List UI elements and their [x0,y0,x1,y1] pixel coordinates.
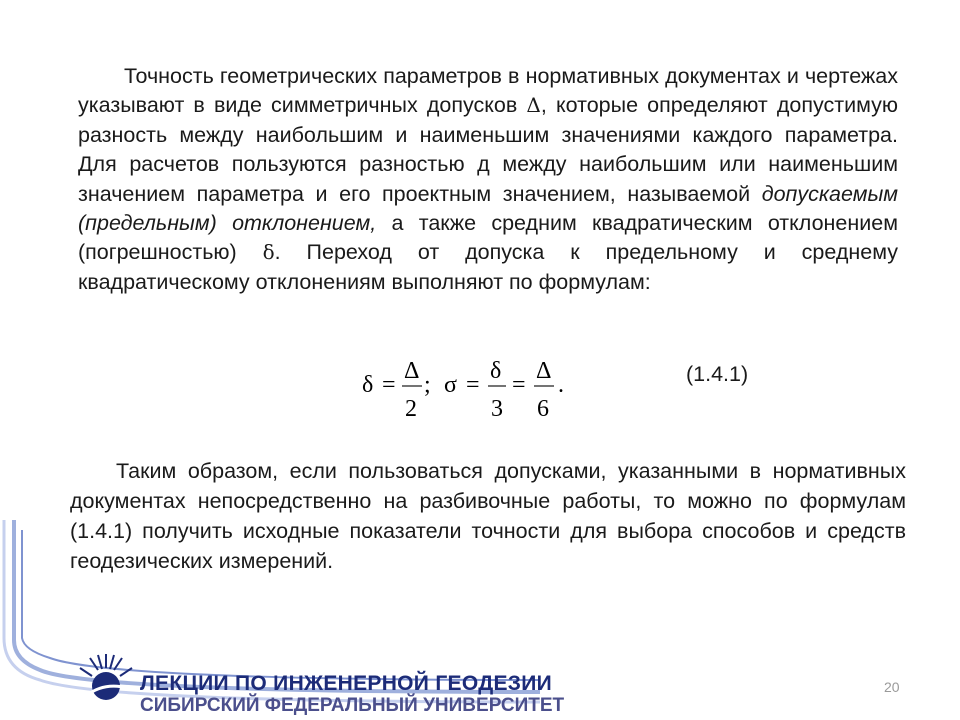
footer-university-name: СИБИРСКИЙ ФЕДЕРАЛЬНЫЙ УНИВЕРСИТЕТ [140,695,565,716]
formula-delta-num: δ [490,358,502,384]
intro-text-3: а также средним квадратическим отклонением (погрешностью) [78,211,898,265]
formula-semicolon: ; [424,372,431,398]
formula-six: 6 [537,396,549,422]
intro-text-2: , которые определяют допустимую разность между наибольшим и наименьшим значениями каждого параметра. Для расчетов пользуются разностью д между наибольшим или наименьшим значением параметра и его проектным значением, называемой [78,93,898,206]
page-number: 20 [884,679,900,695]
formula-number: (1.4.1) [686,362,749,386]
small-delta-symbol: δ [262,240,275,265]
formula-sigma: σ [444,372,457,398]
formula-Delta-1: Δ [404,358,420,384]
formula-delta: δ [362,372,374,398]
formula-eq-1: = [382,372,396,398]
intro-text-4: . Переход от допуска к предельному и среднему квадратическому отклонениям выполняют по формулам: [78,240,899,294]
intro-text-1: Точность геометрических параметров в нормативных документах и чертежах указывают в виде симметричных допусков [78,64,898,118]
formula-eq-2: = [466,372,480,398]
university-logo-icon [78,650,138,712]
formula-two: 2 [405,396,417,422]
formula-three: 3 [491,396,503,422]
formula-period: . [558,372,564,398]
formula-Delta-2: Δ [536,358,552,384]
formula-1-4-1 [362,350,582,430]
conclusion-text: Таким образом, если пользоваться допусками, указанными в нормативных документах непосредственно на разбивочные работы, то можно по формулам (1.4.1) получить исходные показатели точности для выбора способов и средств геодезических измерений. [70,459,906,573]
footer-course-title: ЛЕКЦИИ ПО ИНЖЕНЕРНОЙ ГЕОДЕЗИИ [140,672,553,695]
formula-eq-3: = [512,372,526,398]
intro-paragraph [78,62,898,297]
intro-italic-term: допускаемым (предельным) отклонением, [78,181,898,236]
delta-symbol: Δ [526,93,541,118]
